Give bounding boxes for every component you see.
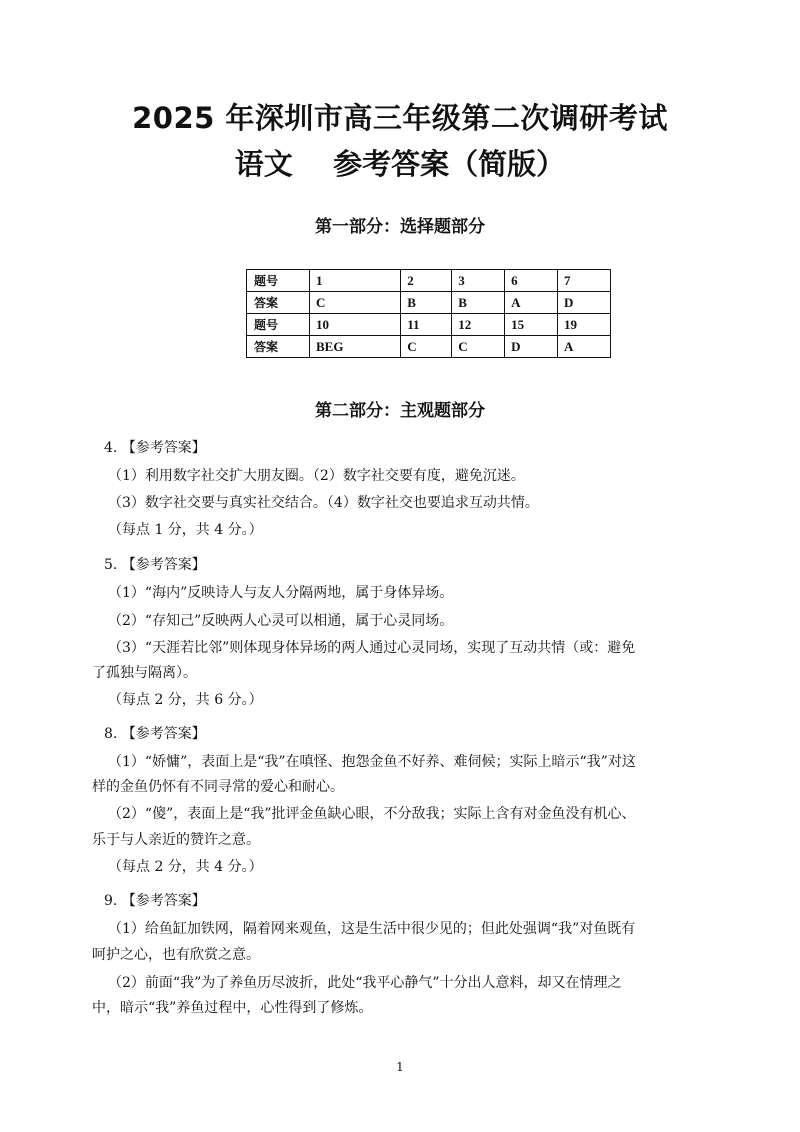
document-title: 2025 年深圳市高三年级第二次调研考试 [132, 101, 668, 135]
q8-line: （1）“娇慵”，表面上是“我”在嗔怪、抱怨金鱼不好养、难伺候；实际上暗示“我”对这 [108, 754, 636, 770]
table-cell: 答案 [247, 336, 310, 358]
table-cell: C [452, 336, 505, 358]
table-cell: 2 [401, 270, 452, 292]
table-cell: 题号 [247, 314, 310, 336]
table-cell: 6 [505, 270, 558, 292]
q9-heading: 9. 【参考答案】 [104, 893, 206, 909]
q9-line: 呵护之心，也有欣赏之意。 [92, 947, 260, 963]
table-cell: 10 [310, 314, 401, 336]
q4-line: （每点 1 分，共 4 分。） [108, 522, 263, 538]
table-cell: 7 [558, 270, 611, 292]
table-row [247, 336, 611, 358]
table-cell: C [401, 336, 452, 358]
q8-line: （每点 2 分，共 4 分。） [108, 859, 263, 875]
q5-line: （2）“存知己”反映两人心灵可以相通，属于心灵同场。 [108, 613, 454, 629]
table-cell: 题号 [247, 270, 310, 292]
q4-line: （1）利用数字社交扩大朋友圈。（2）数字社交要有度，避免沉迷。 [108, 468, 525, 484]
table-cell: B [452, 292, 505, 314]
table-cell: 11 [401, 314, 452, 336]
table-cell: 答案 [247, 292, 310, 314]
q8-line: 样的金鱼仍怀有不同寻常的爱心和耐心。 [92, 779, 344, 795]
q8-line: （2）“傻”，表面上是“我”批评金鱼缺心眼，不分敌我；实际上含有对金鱼没有机心、 [108, 806, 636, 822]
table-cell: 19 [558, 314, 611, 336]
q9-line: 中，暗示“我”养鱼过程中，心性得到了修炼。 [92, 1000, 373, 1016]
q9-line: （1）给鱼缸加铁网，隔着网来观鱼，这是生活中很少见的；但此处强调“我”对鱼既有 [108, 921, 636, 937]
q4-line: （3）数字社交要与真实社交结合。（4）数字社交也要追求互动共情。 [108, 495, 539, 511]
part1-heading: 第一部分：选择题部分 [315, 217, 485, 237]
answer-table [246, 269, 611, 358]
table-cell: B [401, 292, 452, 314]
table-cell: 1 [310, 270, 401, 292]
table-cell: D [505, 336, 558, 358]
table-cell: D [558, 292, 611, 314]
table-cell: 15 [505, 314, 558, 336]
q5-heading: 5. 【参考答案】 [104, 557, 206, 573]
table-cell: 3 [452, 270, 505, 292]
table-row [247, 314, 611, 336]
table-cell: A [558, 336, 611, 358]
table-cell: C [310, 292, 401, 314]
q8-heading: 8. 【参考答案】 [104, 726, 206, 742]
table-cell: BEG [310, 336, 401, 358]
q5-line: （每点 2 分，共 6 分。） [108, 692, 263, 708]
table-cell: A [505, 292, 558, 314]
q5-line: （3）“天涯若比邻”则体现身体异场的两人通过心灵同场，实现了互动共情（或：避免 [108, 640, 636, 656]
q4-heading: 4. 【参考答案】 [104, 440, 206, 456]
q5-line: 了孤独与隔离）。 [92, 665, 197, 681]
table-row [247, 292, 611, 314]
page-number: 1 [396, 1060, 404, 1074]
table-cell: 12 [452, 314, 505, 336]
q5-line: （1）“海内”反映诗人与友人分隔两地，属于身体异场。 [108, 585, 454, 601]
document-subtitle: 语文 参考答案（简版） [234, 147, 566, 181]
q8-line: 乐于与人亲近的赞许之意。 [92, 832, 260, 848]
q9-line: （2）前面“我”为了养鱼历尽波折，此处“我平心静气”十分出人意料，却又在情理之 [108, 975, 622, 991]
table-row [247, 270, 611, 292]
part2-heading: 第二部分：主观题部分 [315, 401, 485, 421]
